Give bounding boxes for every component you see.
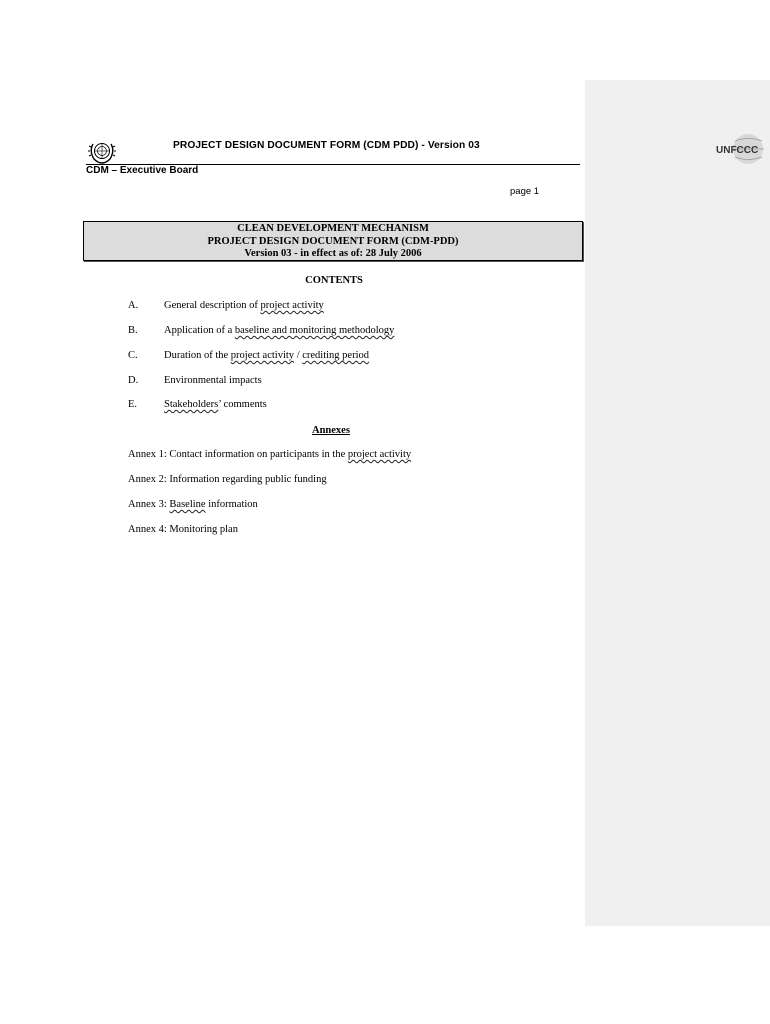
executive-board-label: CDM – Executive Board: [86, 165, 199, 176]
toc-item-e-text: Stakeholders’ comments: [164, 399, 267, 410]
toc-item-c-text: Duration of the project activity / crediting period: [164, 350, 370, 361]
title-line-1: CLEAN DEVELOPMENT MECHANISM: [237, 223, 429, 234]
unfccc-logo-text: UNFCCC: [716, 145, 759, 156]
unfccc-logo-icon: [714, 133, 770, 165]
annex-item-3: Annex 3: Baseline information: [128, 499, 258, 510]
annex-item-4: Annex 4: Monitoring plan: [128, 524, 238, 535]
toc-item-d-text: Environmental impacts: [164, 375, 262, 386]
toc-item-d-letter: D.: [128, 375, 139, 386]
title-line-3: Version 03 - in effect as of: 28 July 2006: [244, 248, 422, 260]
toc-item-b-text: Application of a baseline and monitoring methodology: [164, 325, 395, 336]
annexes-heading: Annexes: [312, 425, 350, 436]
annex-item-1: Annex 1: Contact information on participants in the project activity: [128, 449, 412, 460]
title-line-2: PROJECT DESIGN DOCUMENT FORM (CDM-PDD): [207, 235, 459, 247]
toc-item-b-letter: B.: [128, 325, 138, 336]
annex-item-2: Annex 2: Information regarding public funding: [128, 474, 327, 485]
page-number: page 1: [510, 186, 540, 197]
contents-heading: CONTENTS: [305, 275, 363, 286]
toc-item-e-letter: E.: [128, 399, 138, 410]
un-emblem-icon: [87, 139, 117, 165]
toc-item-a-text: General description of project activity: [164, 300, 324, 311]
toc-item-c-letter: C.: [128, 350, 138, 361]
header-title: PROJECT DESIGN DOCUMENT FORM (CDM PDD) - Version 03: [173, 140, 480, 151]
comment-sidebar: [585, 80, 770, 926]
document-title-box: [83, 221, 583, 261]
toc-item-a-letter: A.: [128, 300, 139, 311]
